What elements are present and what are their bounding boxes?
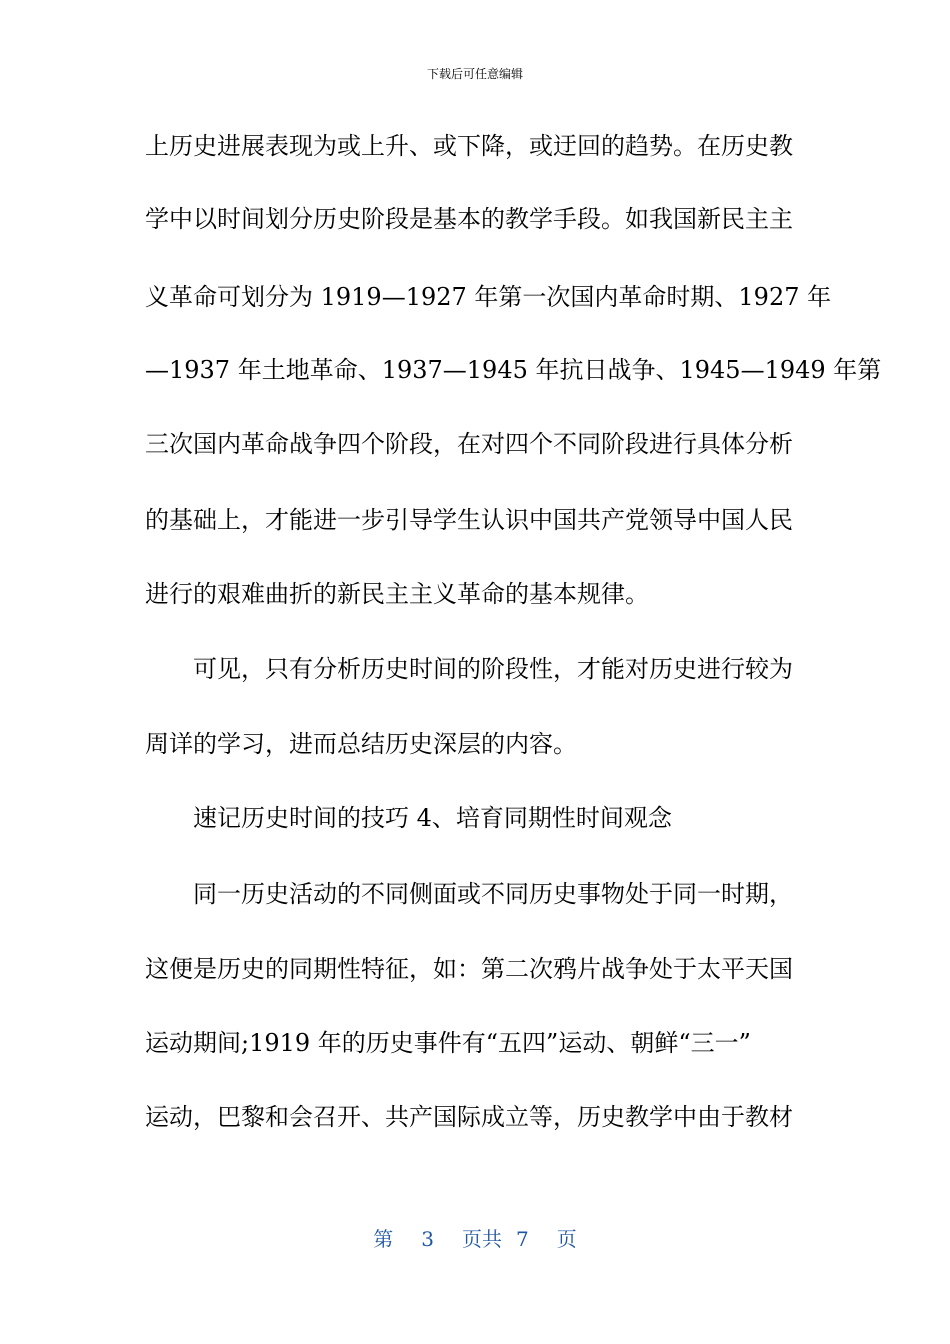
text-line: 可见，只有分析历史时间的阶段性，才能对历史进行较为 — [193, 655, 793, 683]
text-line: 周详的学习，进而总结历史深层的内容。 — [145, 730, 577, 758]
text-line: 的基础上，才能进一步引导学生认识中国共产党领导中国人民 — [145, 506, 793, 534]
text-line: 进行的艰难曲折的新民主主义革命的基本规律。 — [145, 580, 649, 608]
text-line: 运动，巴黎和会召开、共产国际成立等，历史教学中由于教材 — [145, 1103, 793, 1131]
current-page-number: 3 — [421, 1227, 434, 1251]
text-line: 三次国内革命战争四个阶段，在对四个不同阶段进行具体分析 — [145, 430, 793, 458]
footer-middle: 页共 — [462, 1227, 502, 1251]
text-line: 同一历史活动的不同侧面或不同历史事物处于同一时期， — [193, 880, 793, 908]
text-line: 运动期间;1919 年的历史事件有“五四”运动、朝鲜“三一” — [145, 1029, 751, 1057]
section-heading: 速记历史时间的技巧 4、培育同期性时间观念 — [193, 804, 672, 832]
page-number-footer — [0, 1226, 950, 1252]
text-line: 义革命可划分为 1919—1927 年第一次国内革命时期、1927 年 — [145, 283, 832, 311]
page-header: 下载后可任意编辑 — [426, 67, 523, 81]
footer-suffix: 页 — [556, 1227, 577, 1251]
text-line: 学中以时间划分历史阶段是基本的教学手段。如我国新民主主 — [145, 205, 793, 233]
total-page-count: 7 — [516, 1227, 529, 1251]
text-line: 这便是历史的同期性特征，如：第二次鸦片战争处于太平天国 — [145, 955, 793, 983]
text-line: 上历史进展表现为或上升、或下降，或迂回的趋势。在历史教 — [145, 132, 793, 160]
text-line: —1937 年土地革命、1937—1945 年抗日战争、1945—1949 年第 — [145, 356, 882, 384]
footer-prefix: 第 — [373, 1227, 394, 1251]
